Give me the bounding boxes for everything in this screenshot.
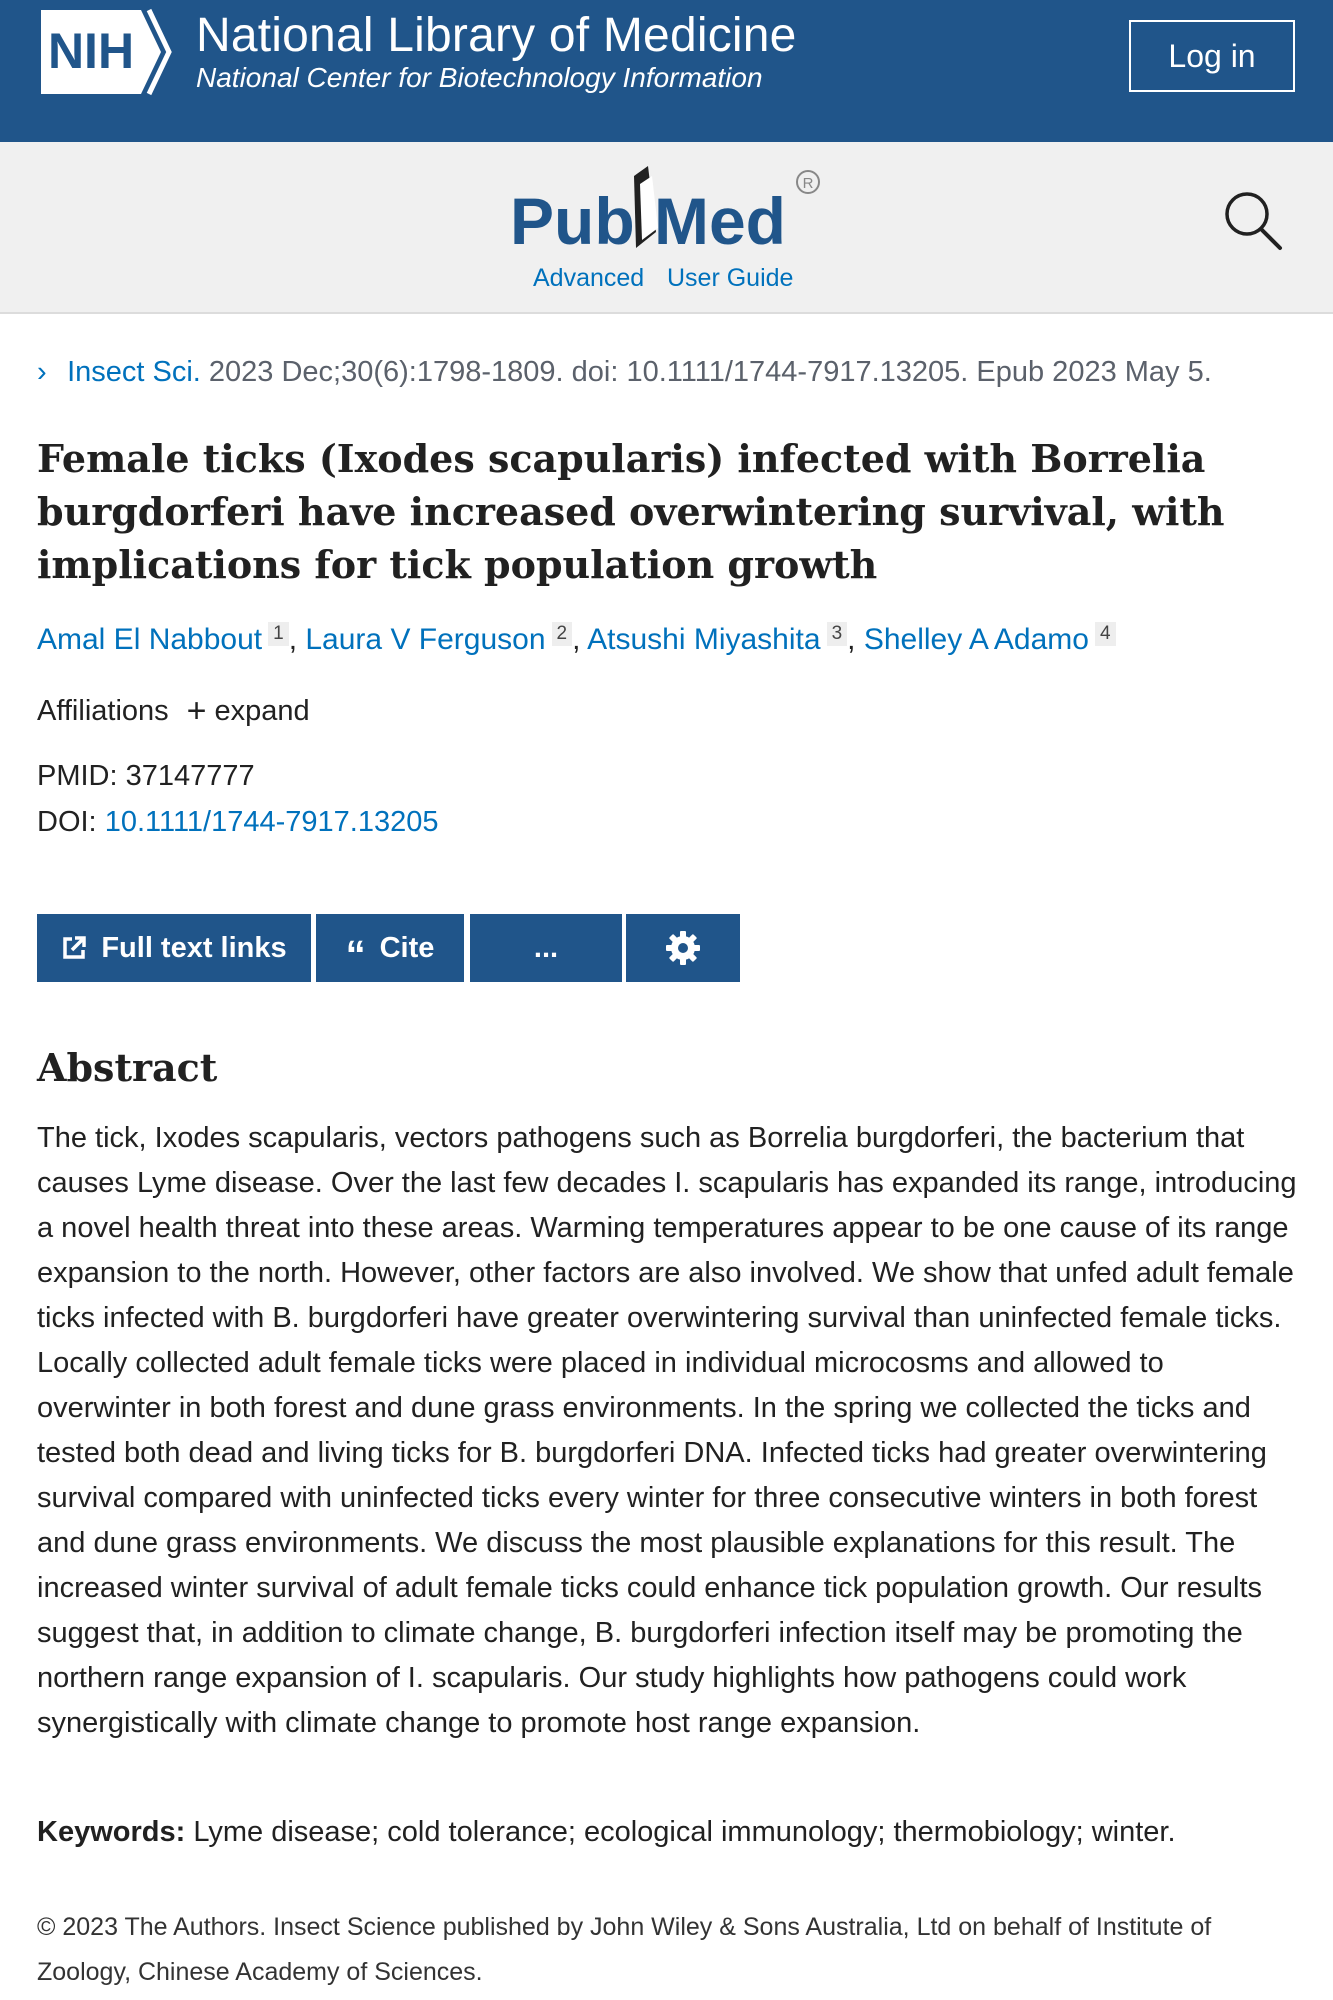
nih-header — [0, 0, 1333, 142]
pmid-row — [37, 760, 255, 793]
nih-title: National Library of Medicine — [196, 9, 797, 62]
cite-label: Cite — [379, 931, 435, 964]
expand-affiliations-button[interactable]: expand — [214, 695, 310, 727]
author-link[interactable]: Atsushi Miyashita — [587, 623, 821, 656]
svg-text:Med: Med — [654, 184, 786, 258]
affiliations-label: Affiliations — [37, 695, 169, 727]
gear-icon — [664, 929, 702, 967]
plus-icon[interactable]: + — [186, 692, 207, 730]
nih-logo-text: NIH — [47, 23, 135, 79]
doi-row — [37, 806, 439, 839]
author-link[interactable]: Laura V Ferguson — [305, 623, 546, 656]
search-icon[interactable] — [1220, 188, 1286, 254]
affiliation-number[interactable]: 1 — [268, 622, 289, 646]
nih-logo[interactable] — [37, 6, 185, 98]
keywords-value: Lyme disease; cold tolerance; ecological immunology; thermobiology; winter. — [193, 1816, 1176, 1848]
more-actions-button[interactable]: ... — [470, 914, 622, 982]
journal-link[interactable]: Insect Sci. — [67, 356, 201, 388]
abstract-heading: Abstract — [37, 1045, 218, 1090]
display-options-button[interactable] — [626, 914, 740, 982]
article-title: Female ticks (Ixodes scapularis) infected with Borrelia burgdorferi have increased overwintering survival, with implications for tick population growth — [37, 436, 1225, 587]
abstract-text: The tick, Ixodes scapularis, vectors pathogens such as Borrelia burgdorferi, the bacterium that causes Lyme disease. Over the last few decades I. scapularis has expanded its range, introducing a novel health threat into these areas. Warming temperatures appear to be one cause of its range expansion to the north. However, other factors are also involved. We show that unfed adult female ticks infected with B. burgdorferi have greater overwintering survival than uninfected female ticks. Locally collected adult female ticks were placed in individual microcosms and allowed to overwinter in both forest and dune grass environments. In the spring we collected the ticks and tested both dead and living ticks for B. burgdorferi DNA. Infected ticks had greater overwintering survival compared with uninfected ticks every winter for three consecutive winters in both forest and dune grass environments. We discuss the most plausible explanations for this result. The increased winter survival of adult female ticks could enhance tick population growth. Our results suggest that, in addition to climate change, B. burgdorferi infection itself may be promoting the northern range expansion of I. scapularis. Our study highlights how pathogens could work synergistically with climate change to promote host range expansion. — [37, 1122, 1297, 1739]
full-text-links-button[interactable] — [37, 914, 311, 982]
svg-text:R: R — [802, 175, 814, 192]
login-button[interactable]: Log in — [1129, 20, 1295, 92]
author-link[interactable]: Amal El Nabbout — [37, 623, 263, 656]
pubmed-header — [0, 142, 1333, 314]
citation-line — [37, 356, 1212, 389]
pmid-label: PMID: — [37, 760, 118, 792]
user-guide-link[interactable]: User Guide — [667, 264, 794, 292]
nih-subtitle: National Center for Biotechnology Information — [196, 62, 763, 93]
doi-label: DOI: — [37, 806, 97, 838]
affiliation-number[interactable]: 4 — [1095, 622, 1116, 646]
affiliation-number[interactable]: 3 — [827, 622, 848, 646]
pubmed-logo[interactable] — [506, 162, 826, 262]
advanced-search-link[interactable]: Advanced — [533, 264, 645, 292]
author-list: Amal El Nabbout 1 , Laura V Ferguson 2 , Atsushi Miyashita 3 , Shelley A Adamo 4 — [37, 622, 1116, 657]
copyright-notice: © 2023 The Authors. Insect Science published by John Wiley & Sons Australia, Ltd on behalf of Institute of Zoology, Chinese Academy of Sciences. — [37, 1913, 1212, 1986]
cite-button[interactable] — [316, 914, 464, 982]
pmid-value: 37147777 — [125, 760, 255, 792]
external-link-icon — [61, 935, 87, 961]
doi-link[interactable]: 10.1111/1744-7917.13205 — [104, 806, 439, 838]
chevron-right-icon[interactable]: › — [37, 356, 47, 388]
keywords-label: Keywords: — [37, 1816, 186, 1848]
citation-details: 2023 Dec;30(6):1798-1809. doi: 10.1111/1744-7917.13205. Epub 2023 May 5. — [208, 356, 1212, 388]
keywords-row — [37, 1816, 1176, 1849]
quote-icon: “ — [345, 933, 366, 977]
author-link[interactable]: Shelley A Adamo — [863, 623, 1089, 656]
affiliation-number[interactable]: 2 — [552, 622, 573, 646]
svg-text:Pub: Pub — [510, 184, 635, 258]
full-text-links-label: Full text links — [101, 931, 287, 964]
affiliations-row — [37, 692, 310, 731]
